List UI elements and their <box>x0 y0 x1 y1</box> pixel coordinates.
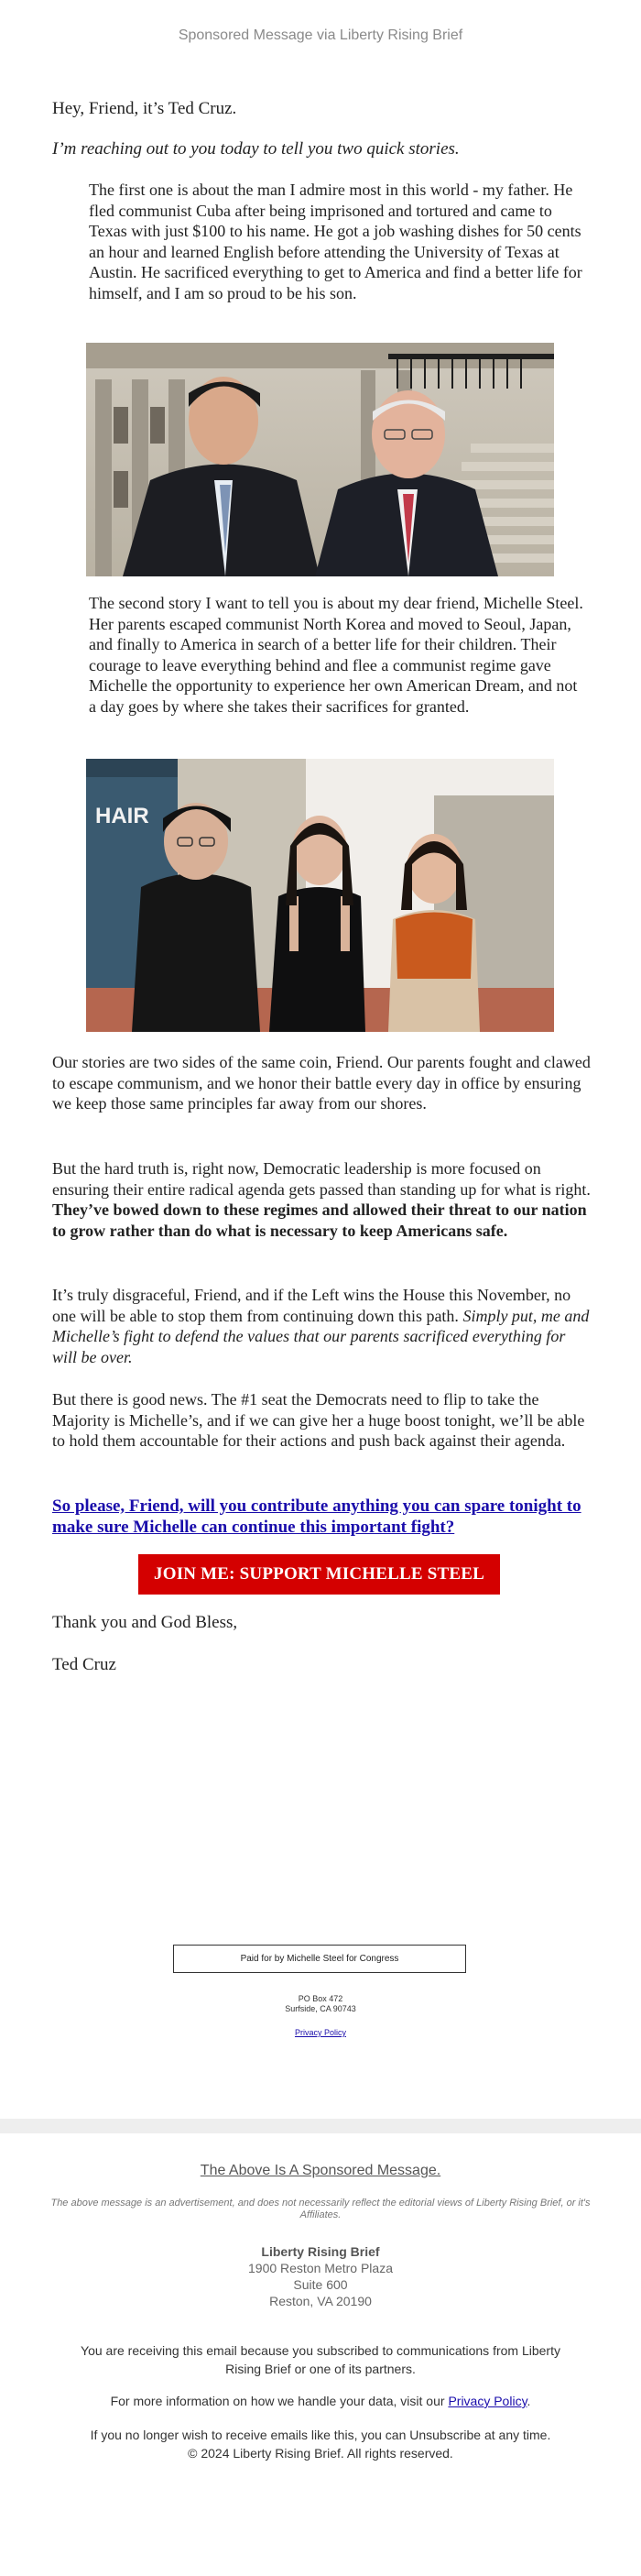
footer-subscription-note: You are receiving this email because you subscribed to communications from Liberty Rising Brief or one of its partners. <box>81 2343 560 2376</box>
footer-address-line2: Suite 600 <box>293 2277 348 2292</box>
footer-heading: The Above Is A Sponsored Message. <box>200 2163 441 2178</box>
contribute-link[interactable]: So please, Friend, will you contribute anything you can spare tonight to make sure Michelle can continue this important fight? <box>52 1496 581 1537</box>
campaign-privacy-link[interactable]: Privacy Policy <box>294 2028 346 2037</box>
signature: Ted Cruz <box>52 1655 116 1674</box>
sponsor-line: Sponsored Message via Liberty Rising Brief <box>178 27 463 43</box>
paid-for-text: Paid for by Michelle Steel for Congress <box>240 1954 399 1964</box>
footer-address-line3: Reston, VA 20190 <box>269 2294 372 2308</box>
support-michelle-button[interactable]: JOIN ME: SUPPORT MICHELLE STEEL <box>138 1554 500 1595</box>
intro-line: I’m reaching out to you today to tell you two quick stories. <box>52 139 460 159</box>
photo-michelle-and-family <box>86 759 554 1032</box>
paragraph-hard-truth-bold: They’ve bowed down to these regimes and allowed their threat to our nation to grow rather than do what is necessary to keep Americans safe. <box>52 1200 587 1240</box>
footer-company: Liberty Rising Brief <box>261 2244 380 2259</box>
campaign-city: Surfside, CA 90743 <box>285 2004 356 2013</box>
photo-ted-and-father-image <box>86 343 554 576</box>
footer-privacy-prefix: For more information on how we handle your data, visit our <box>110 2394 449 2408</box>
footer-copyright: © 2024 Liberty Rising Brief. All rights reserved. <box>188 2446 453 2461</box>
footer <box>0 2119 641 2576</box>
paragraph-disgraceful <box>52 1285 592 1367</box>
signoff: Thank you and God Bless, <box>52 1613 238 1632</box>
footer-privacy-link[interactable]: Privacy Policy <box>448 2394 527 2408</box>
photo-michelle-and-family-image <box>86 759 554 1032</box>
footer-unsubscribe: If you no longer wish to receive emails like this, you can Unsubscribe at any time. <box>90 2428 551 2442</box>
paragraph-disgraceful-italic: Simply put, me and Michelle’s fight to defend the values that our parents sacrificed everything for will be over. <box>52 1306 590 1366</box>
paid-for-disclosure <box>173 1945 466 1973</box>
paragraph-good-news: But there is good news. The #1 seat the Democrats need to flip to take the Majority is Michelle’s, and if we can give her a huge boost tonight, we’ll be able to hold them accountable for their actions and push back against their agenda. <box>52 1390 585 1450</box>
greeting: Hey, Friend, it’s Ted Cruz. <box>52 99 237 118</box>
footer-privacy-note <box>0 2392 641 2410</box>
paragraph-hard-truth-start: But the hard truth is, right now, Democratic leadership is more focused on ensuring their entire radical agenda gets passed than standing up for what is right. <box>52 1159 591 1199</box>
campaign-address <box>0 1994 641 2014</box>
footer-address-line1: 1900 Reston Metro Plaza <box>248 2261 393 2275</box>
footer-disclaimer: The above message is an advertisement, and does not necessarily reflect the editorial views of Liberty Rising Brief, or it's Affiliates. <box>50 2198 591 2220</box>
paragraph-hard-truth <box>52 1158 592 1241</box>
footer-privacy-suffix: . <box>527 2394 531 2408</box>
paragraph-two-sides: Our stories are two sides of the same coin, Friend. Our parents fought and clawed to escape communism, and we honor their battle every day in office by ensuring we keep those same principles far away from our shores. <box>52 1053 591 1113</box>
story-father: The first one is about the man I admire most in this world - my father. He fled communist Cuba after being imprisoned and tortured and came to Texas with just $100 to his name. He got a job washing dishes for 50 cents an hour and learned English before attending the University of Texas at Austin. He sacrificed everything to get to America and find a better life for himself, and I am so proud to be his son. <box>89 181 582 302</box>
campaign-po-box: PO Box 472 <box>298 1994 343 2003</box>
storefront-sign: HAIR <box>95 804 149 828</box>
story-michelle: The second story I want to tell you is about my dear friend, Michelle Steel. Her parents escaped communist North Korea and moved to Seoul, Japan, and finally to America in search of a better life for their children. Their courage to leave everything behind and flee a communist regime gave Michelle the opportunity to experience her own American Dream, and not a day goes by where she takes their sacrifices for granted. <box>89 594 583 716</box>
photo-ted-and-father <box>86 343 554 576</box>
paragraph-disgraceful-start: It’s truly disgraceful, Friend, and if the Left wins the House this November, no one will be able to stop them from continuing down this path. <box>52 1286 571 1325</box>
